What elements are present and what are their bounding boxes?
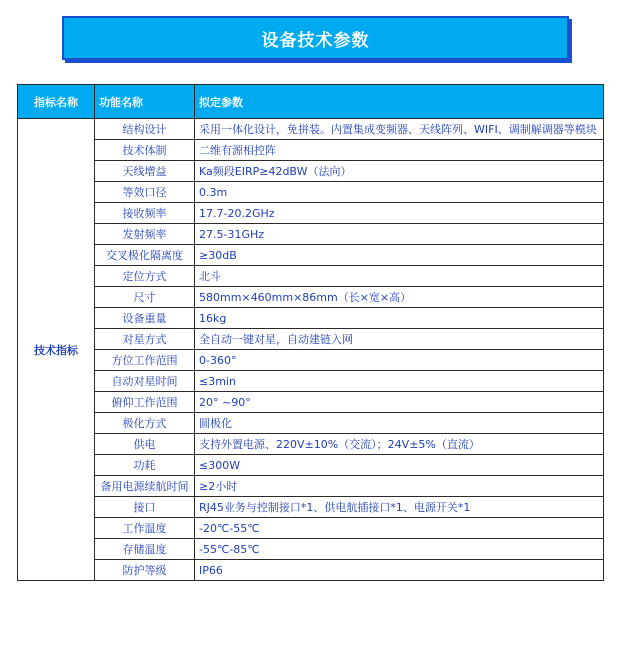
- function-name-cell: 自动对星时间: [95, 371, 195, 392]
- param-value-cell: 580mm×460mm×86mm（长×宽×高）: [195, 287, 604, 308]
- param-value-cell: 采用一体化设计，免拼装。内置集成变频器、天线阵列、WIFI、调制解调器等模块: [195, 119, 604, 140]
- table-row: [18, 329, 604, 350]
- table-header-row: [18, 85, 604, 119]
- spec-table: [17, 84, 604, 581]
- header-indicator-name: 指标名称: [18, 85, 95, 119]
- function-name-cell: 接口: [95, 497, 195, 518]
- param-value-cell: 0.3m: [195, 182, 604, 203]
- function-name-cell: 极化方式: [95, 413, 195, 434]
- function-name-cell: 技术体制: [95, 140, 195, 161]
- function-name-cell: 工作温度: [95, 518, 195, 539]
- table-row: [18, 455, 604, 476]
- param-value-cell: ≤300W: [195, 455, 604, 476]
- param-value-cell: 16kg: [195, 308, 604, 329]
- table-row: [18, 161, 604, 182]
- param-value-cell: -20℃-55℃: [195, 518, 604, 539]
- function-name-cell: 设备重量: [95, 308, 195, 329]
- function-name-cell: 供电: [95, 434, 195, 455]
- param-value-cell: 全自动一键对星，自动建链入网: [195, 329, 604, 350]
- table-row: [18, 287, 604, 308]
- param-value-cell: 0-360°: [195, 350, 604, 371]
- table-row: [18, 434, 604, 455]
- function-name-cell: 防护等级: [95, 560, 195, 581]
- function-name-cell: 接收频率: [95, 203, 195, 224]
- param-value-cell: 27.5-31GHz: [195, 224, 604, 245]
- header-proposed-params: 拟定参数: [195, 85, 604, 119]
- function-name-cell: 备用电源续航时间: [95, 476, 195, 497]
- category-cell: 技术指标: [18, 119, 95, 581]
- function-name-cell: 对星方式: [95, 329, 195, 350]
- table-row: [18, 413, 604, 434]
- title-banner: [62, 16, 569, 60]
- table-row: [18, 392, 604, 413]
- param-value-cell: 17.7-20.2GHz: [195, 203, 604, 224]
- table-row: [18, 371, 604, 392]
- function-name-cell: 天线增益: [95, 161, 195, 182]
- table-row: [18, 560, 604, 581]
- table-row: [18, 497, 604, 518]
- param-value-cell: 支持外置电源、220V±10%（交流）；24V±5%（直流）: [195, 434, 604, 455]
- table-row: [18, 308, 604, 329]
- param-value-cell: 圆极化: [195, 413, 604, 434]
- param-value-cell: 二维有源相控阵: [195, 140, 604, 161]
- function-name-cell: 方位工作范围: [95, 350, 195, 371]
- page-title: 设备技术参数: [261, 30, 370, 51]
- table-row: [18, 518, 604, 539]
- param-value-cell: ≤3min: [195, 371, 604, 392]
- table-row: [18, 476, 604, 497]
- function-name-cell: 尺寸: [95, 287, 195, 308]
- function-name-cell: 交叉极化隔离度: [95, 245, 195, 266]
- function-name-cell: 定位方式: [95, 266, 195, 287]
- table-row: [18, 224, 604, 245]
- param-value-cell: RJ45业务与控制接口*1、供电航插接口*1、电源开关*1: [195, 497, 604, 518]
- function-name-cell: 俯仰工作范围: [95, 392, 195, 413]
- function-name-cell: 结构设计: [95, 119, 195, 140]
- table-row: [18, 266, 604, 287]
- function-name-cell: 发射频率: [95, 224, 195, 245]
- table-row: [18, 350, 604, 371]
- param-value-cell: -55℃-85℃: [195, 539, 604, 560]
- param-value-cell: ≥2小时: [195, 476, 604, 497]
- param-value-cell: Ka频段EIRP≥42dBW（法向）: [195, 161, 604, 182]
- table-row: [18, 203, 604, 224]
- param-value-cell: 北斗: [195, 266, 604, 287]
- table-row: [18, 182, 604, 203]
- param-value-cell: IP66: [195, 560, 604, 581]
- header-function-name: 功能名称: [95, 85, 195, 119]
- table-row: [18, 539, 604, 560]
- table-row: [18, 245, 604, 266]
- function-name-cell: 存储温度: [95, 539, 195, 560]
- param-value-cell: ≥30dB: [195, 245, 604, 266]
- function-name-cell: 功耗: [95, 455, 195, 476]
- param-value-cell: 20° ~90°: [195, 392, 604, 413]
- function-name-cell: 等效口径: [95, 182, 195, 203]
- table-row: [18, 140, 604, 161]
- table-row: [18, 119, 604, 140]
